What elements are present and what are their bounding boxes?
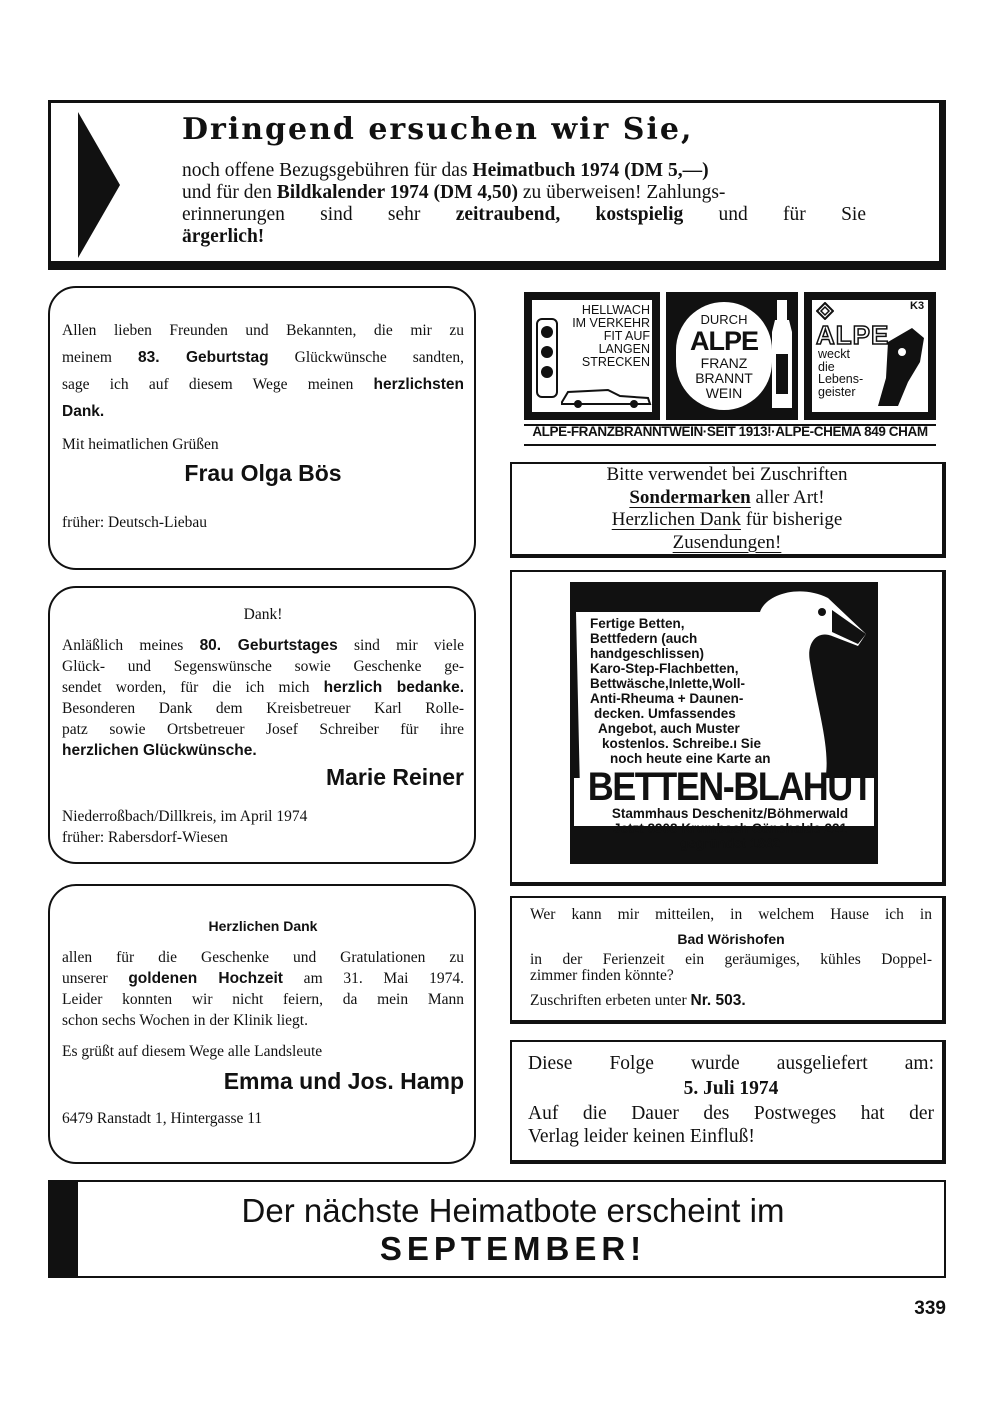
betten-ad-text: Fertige Betten, Bettfedern (auch handgeschlissen) Karo-Step-Flachbetten, Bettwäsche,Inlette,Woll- Anti-Rheuma + Daunen- decken. Umfassendes Angebot, auch Muster kostenlos. Schreibe.ı Sie noch heute eine Karte an — [590, 616, 771, 766]
alpe-rule-bottom — [524, 444, 936, 446]
signature-reiner: Marie Reiner — [325, 764, 464, 790]
query-notice-text: Wer kann mir mitteilen, in welchem Hause ich in Bad Wörishofen in der Ferienzeit ein geräumiges, kühles Doppel- zimmer finden könnte? Zuschriften erbeten unter Nr. 503. — [530, 906, 932, 1009]
alpe-panel-2-rest: FRANZ BRANNT WEIN — [695, 355, 753, 401]
page-number: 339 — [914, 1298, 946, 1319]
alpe-ad-panel-2 — [666, 292, 798, 420]
origin-boes: früher: Deutsch-Liebau — [62, 514, 208, 531]
alpe-panel-3-tag: K3 — [910, 300, 925, 312]
betten-address: Stammhaus Deschenitz/Böhmerwald Jetzt 8908 Krumbach Gänshalde 221 gegründet 1882 — [611, 806, 849, 851]
stamps-notice-text: Bitte verwendet bei Zuschriften Sondermarken aller Art! Herzlichen Dank für bisherige Zusendungen! — [606, 464, 848, 553]
arrow-right-icon — [78, 112, 120, 258]
next-issue-bar — [48, 1180, 78, 1278]
betten-brand: BETTEN-BLAHUT — [587, 763, 873, 809]
alpe-panel-2-top: DURCH — [700, 312, 748, 327]
alpe-panel-1-text: HELLWACH IM VERKEHR FIT AUF LANGEN STRECKEN — [572, 303, 650, 369]
payment-reminder-title: Dringend ersuchen wir Sie, — [182, 112, 694, 147]
next-issue-line1: Der nächste Heimatbote erscheint im — [241, 1192, 785, 1229]
alpe-ad-panel-1 — [524, 292, 660, 420]
signature-hamp: Emma und Jos. Hamp — [223, 1068, 464, 1094]
payment-reminder-text: noch offene Bezugsgebühren für das Heimatbuch 1974 (DM 5,—) und für den Bildkalender 1974 (DM 4,50) zu überweisen! Zahlungs- erinnerungen sind sehr zeitraubend, kostspielig und für Sie ärgerlich! — [182, 160, 866, 247]
signature-boes: Frau Olga Bös — [184, 460, 342, 486]
address-hamp: 6479 Ranstadt 1, Hintergasse 11 — [62, 1110, 263, 1127]
traffic-light-icon — [536, 318, 558, 398]
car-icon — [558, 384, 654, 408]
diamond-logo-icon — [816, 302, 834, 320]
alpe-ad-panel-3 — [804, 292, 936, 420]
place-reiner: Niederroßbach/Dillkreis, im April 1974 früher: Rabersdorf-Wiesen — [62, 808, 308, 846]
alpe-brand-text: ALPE — [689, 326, 758, 356]
person-drinking-icon — [868, 322, 928, 408]
alpe-panel-3-rest: weckt die Lebens- geister — [818, 347, 864, 399]
alpe-outline-brand: ALPE — [816, 320, 890, 350]
thanks-notice-hamp-text: Herzlichen Dank allen für die Geschenke und Gratulationen zu unserer goldenen Hochzeit am 31. Mai 1974. Leider konnten wir nicht feiern, da mein Mann schon sechs Wochen in der Klinik liegt. Es grüßt auf diesem Wege alle Landsleute — [62, 918, 464, 1060]
thanks-notice-reiner-text: Dank! Anläßlich meines 80. Geburtstages sind mir viele Glück- und Segenswünsche sowie Geschenke ge- sendet worden, für die ich mich herzlich bedanke. Besonderen Dank dem Kreisbetreuer Karl Rolle- patz sowie Ortsbetreuer Josef Schreiber für ihre herzlichen Glückwünsche. — [62, 606, 465, 759]
delivery-notice-text: Diese Folge wurde ausgeliefert am: 5. Juli 1974 Auf die Dauer des Postweges hat der Verlag leider keinen Einfluß! — [528, 1053, 934, 1147]
alpe-footer: ALPE-FRANZBRANNTWEIN·SEIT 1913!·ALPE-CHEMA 849 CHAM — [532, 424, 928, 439]
next-issue-month: SEPTEMBER! — [379, 1230, 647, 1267]
thanks-notice-boes-text: Allen lieben Freunden und Bekannten, die mir zu meinem 83. Geburtstag Glückwünsche sandten, sage ich auf diesem Wege meinen herzlichsten Dank. Mit heimatlichen Grüßen — [62, 322, 464, 453]
bottle-icon — [770, 298, 794, 410]
